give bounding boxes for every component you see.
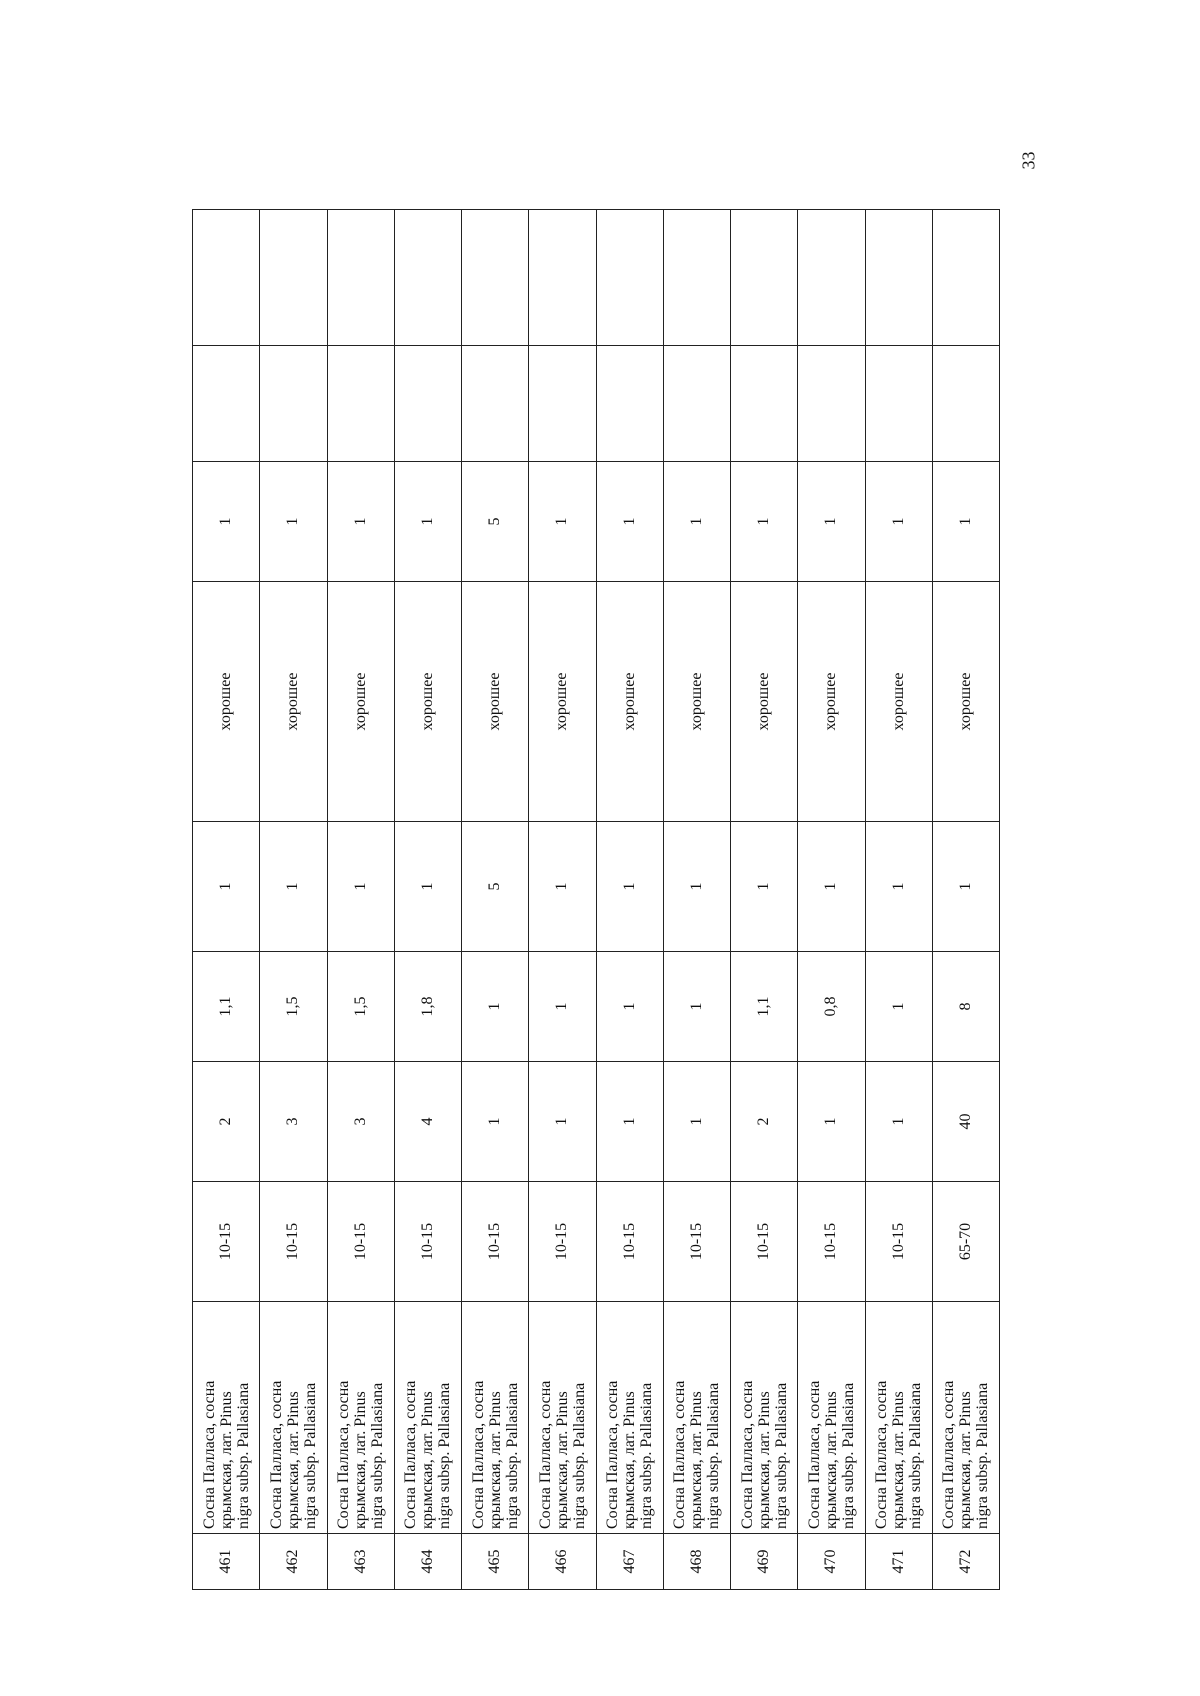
table-row	[663, 210, 730, 1590]
cell-empty	[327, 210, 394, 346]
species-line: nigra subsp. Pallasiana	[503, 1382, 521, 1529]
cell-quantity: 1	[327, 462, 394, 582]
cell-empty	[663, 210, 730, 346]
cell-number: 461	[193, 1534, 260, 1590]
table-row	[731, 210, 798, 1590]
table-row	[932, 210, 999, 1590]
cell-age: 10-15	[394, 1182, 461, 1302]
species-line: nigra subsp. Pallasiana	[234, 1382, 252, 1529]
cell-age: 10-15	[596, 1182, 663, 1302]
cell-empty	[193, 210, 260, 346]
table-row	[798, 210, 865, 1590]
table-row	[462, 210, 529, 1590]
species-line: крымская, лат. Pinus	[284, 1391, 302, 1529]
cell-count: 1	[529, 822, 596, 952]
species-line: nigra subsp. Pallasiana	[436, 1382, 454, 1529]
cell-condition: хорошее	[731, 582, 798, 822]
cell-species	[731, 1302, 798, 1534]
species-line: Сосна Палласа, сосна	[335, 1380, 353, 1529]
species-line: nigra subsp. Pallasiana	[705, 1382, 723, 1529]
rotated-table-wrapper	[192, 210, 1000, 1590]
cell-age: 10-15	[260, 1182, 327, 1302]
cell-height: 1	[865, 1062, 932, 1182]
species-line: крымская, лат. Pinus	[688, 1391, 706, 1529]
cell-number: 470	[798, 1534, 865, 1590]
cell-empty	[596, 210, 663, 346]
cell-condition: хорошее	[798, 582, 865, 822]
species-line: крымская, лат. Pinus	[217, 1391, 235, 1529]
cell-count: 1	[731, 822, 798, 952]
species-line: nigra subsp. Pallasiana	[907, 1382, 925, 1529]
cell-empty	[462, 210, 529, 346]
cell-height: 2	[731, 1062, 798, 1182]
cell-diameter: 1,5	[327, 952, 394, 1062]
species-line: крымская, лат. Pinus	[822, 1391, 840, 1529]
species-line: Сосна Палласа, сосна	[469, 1380, 487, 1529]
cell-diameter: 1,5	[260, 952, 327, 1062]
cell-age: 10-15	[663, 1182, 730, 1302]
cell-diameter: 1	[596, 952, 663, 1062]
cell-species	[596, 1302, 663, 1534]
table-body	[193, 210, 1000, 1590]
cell-height: 4	[394, 1062, 461, 1182]
cell-height: 1	[663, 1062, 730, 1182]
table-row	[865, 210, 932, 1590]
species-line: nigra subsp. Pallasiana	[570, 1382, 588, 1529]
cell-diameter: 1,8	[394, 952, 461, 1062]
cell-count: 1	[798, 822, 865, 952]
cell-quantity: 1	[663, 462, 730, 582]
species-line: nigra subsp. Pallasiana	[839, 1382, 857, 1529]
cell-count: 1	[865, 822, 932, 952]
cell-condition: хорошее	[596, 582, 663, 822]
species-line: Сосна Палласа, сосна	[200, 1380, 218, 1529]
cell-empty	[260, 346, 327, 462]
cell-species	[663, 1302, 730, 1534]
species-line: nigra subsp. Pallasiana	[974, 1382, 992, 1529]
cell-quantity: 1	[529, 462, 596, 582]
cell-empty	[193, 346, 260, 462]
cell-diameter: 1,1	[731, 952, 798, 1062]
table-row	[327, 210, 394, 1590]
cell-age: 10-15	[731, 1182, 798, 1302]
cell-empty	[529, 346, 596, 462]
cell-number: 463	[327, 1534, 394, 1590]
cell-species	[260, 1302, 327, 1534]
cell-condition: хорошее	[193, 582, 260, 822]
cell-condition: хорошее	[663, 582, 730, 822]
cell-count: 1	[394, 822, 461, 952]
cell-diameter: 1	[663, 952, 730, 1062]
cell-empty	[731, 210, 798, 346]
cell-condition: хорошее	[260, 582, 327, 822]
cell-empty	[462, 346, 529, 462]
species-line: крымская, лат. Pinus	[957, 1391, 975, 1529]
cell-quantity: 1	[596, 462, 663, 582]
cell-empty	[327, 346, 394, 462]
table-row	[394, 210, 461, 1590]
species-line: Сосна Палласа, сосна	[940, 1380, 958, 1529]
cell-species	[394, 1302, 461, 1534]
cell-quantity: 1	[193, 462, 260, 582]
cell-count: 5	[462, 822, 529, 952]
page-number: 33	[1018, 151, 1039, 170]
cell-empty	[663, 346, 730, 462]
cell-number: 471	[865, 1534, 932, 1590]
species-line: nigra subsp. Pallasiana	[369, 1382, 387, 1529]
cell-number: 472	[932, 1534, 999, 1590]
cell-quantity: 1	[394, 462, 461, 582]
cell-species	[327, 1302, 394, 1534]
species-line: крымская, лат. Pinus	[486, 1391, 504, 1529]
cell-empty	[596, 346, 663, 462]
cell-diameter: 1,1	[193, 952, 260, 1062]
cell-empty	[260, 210, 327, 346]
cell-condition: хорошее	[327, 582, 394, 822]
species-line: Сосна Палласа, сосна	[536, 1380, 554, 1529]
cell-species	[193, 1302, 260, 1534]
cell-empty	[865, 346, 932, 462]
cell-height: 1	[462, 1062, 529, 1182]
cell-count: 1	[327, 822, 394, 952]
cell-quantity: 1	[798, 462, 865, 582]
cell-height: 3	[260, 1062, 327, 1182]
cell-age: 10-15	[462, 1182, 529, 1302]
species-line: крымская, лат. Pinus	[419, 1391, 437, 1529]
cell-condition: хорошее	[932, 582, 999, 822]
species-line: крымская, лат. Pinus	[755, 1391, 773, 1529]
species-line: Сосна Палласа, сосна	[402, 1380, 420, 1529]
cell-diameter: 8	[932, 952, 999, 1062]
cell-empty	[529, 210, 596, 346]
cell-quantity: 1	[260, 462, 327, 582]
cell-condition: хорошее	[865, 582, 932, 822]
cell-number: 468	[663, 1534, 730, 1590]
species-line: nigra subsp. Pallasiana	[301, 1382, 319, 1529]
cell-count: 1	[663, 822, 730, 952]
cell-condition: хорошее	[529, 582, 596, 822]
cell-age: 10-15	[798, 1182, 865, 1302]
cell-age: 10-15	[865, 1182, 932, 1302]
cell-quantity: 1	[865, 462, 932, 582]
cell-empty	[932, 346, 999, 462]
cell-count: 1	[932, 822, 999, 952]
table-row	[260, 210, 327, 1590]
cell-quantity: 1	[731, 462, 798, 582]
cell-species	[798, 1302, 865, 1534]
species-line: крымская, лат. Pinus	[553, 1391, 571, 1529]
species-line: крымская, лат. Pinus	[890, 1391, 908, 1529]
cell-empty	[731, 346, 798, 462]
species-line: Сосна Палласа, сосна	[671, 1380, 689, 1529]
cell-number: 464	[394, 1534, 461, 1590]
cell-empty	[932, 210, 999, 346]
species-line: Сосна Палласа, сосна	[805, 1380, 823, 1529]
cell-species	[865, 1302, 932, 1534]
cell-height: 1	[596, 1062, 663, 1182]
cell-diameter: 1	[529, 952, 596, 1062]
cell-height: 40	[932, 1062, 999, 1182]
cell-height: 1	[529, 1062, 596, 1182]
species-line: Сосна Палласа, сосна	[873, 1380, 891, 1529]
cell-diameter: 0,8	[798, 952, 865, 1062]
cell-empty	[394, 346, 461, 462]
cell-diameter: 1	[462, 952, 529, 1062]
cell-condition: хорошее	[394, 582, 461, 822]
species-line: крымская, лат. Pinus	[352, 1391, 370, 1529]
cell-empty	[865, 210, 932, 346]
cell-condition: хорошее	[462, 582, 529, 822]
cell-number: 462	[260, 1534, 327, 1590]
table-row	[596, 210, 663, 1590]
cell-number: 466	[529, 1534, 596, 1590]
cell-age: 10-15	[193, 1182, 260, 1302]
species-line: крымская, лат. Pinus	[621, 1391, 639, 1529]
cell-quantity: 1	[932, 462, 999, 582]
cell-age: 65-70	[932, 1182, 999, 1302]
cell-age: 10-15	[529, 1182, 596, 1302]
cell-empty	[394, 210, 461, 346]
cell-count: 1	[260, 822, 327, 952]
cell-empty	[798, 210, 865, 346]
cell-empty	[798, 346, 865, 462]
cell-height: 3	[327, 1062, 394, 1182]
cell-count: 1	[596, 822, 663, 952]
species-line: Сосна Палласа, сосна	[267, 1380, 285, 1529]
species-line: nigra subsp. Pallasiana	[638, 1382, 656, 1529]
cell-height: 2	[193, 1062, 260, 1182]
cell-number: 465	[462, 1534, 529, 1590]
cell-species	[932, 1302, 999, 1534]
species-line: nigra subsp. Pallasiana	[772, 1382, 790, 1529]
cell-height: 1	[798, 1062, 865, 1182]
cell-species	[462, 1302, 529, 1534]
trees-table	[192, 209, 1000, 1590]
species-line: Сосна Палласа, сосна	[604, 1380, 622, 1529]
table-row	[529, 210, 596, 1590]
cell-diameter: 1	[865, 952, 932, 1062]
cell-number: 467	[596, 1534, 663, 1590]
cell-age: 10-15	[327, 1182, 394, 1302]
cell-count: 1	[193, 822, 260, 952]
cell-species	[529, 1302, 596, 1534]
cell-quantity: 5	[462, 462, 529, 582]
table-row	[193, 210, 260, 1590]
cell-number: 469	[731, 1534, 798, 1590]
species-line: Сосна Палласа, сосна	[738, 1380, 756, 1529]
